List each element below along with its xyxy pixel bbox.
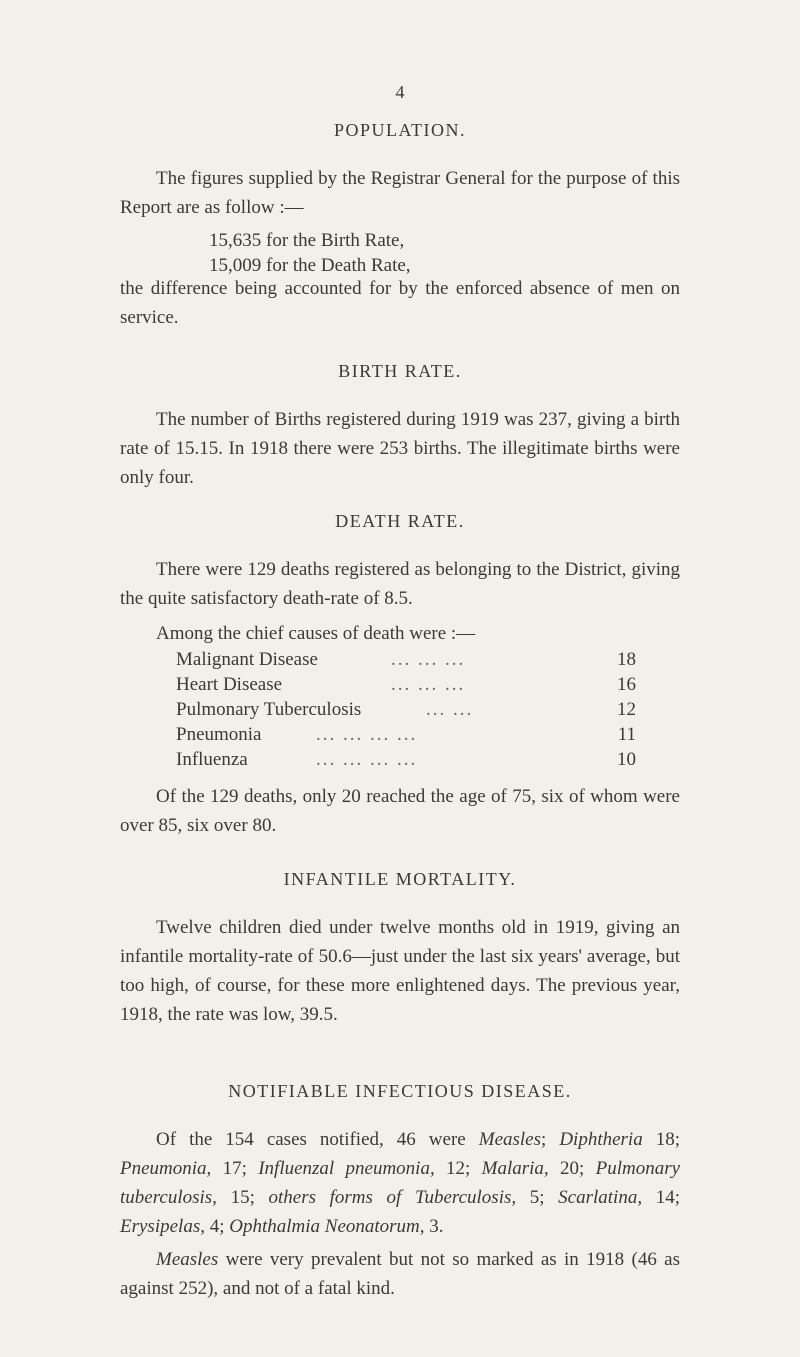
causes-list [176, 647, 636, 772]
causes-intro [120, 619, 680, 648]
notifiable-disease-paragraph [120, 1125, 680, 1241]
population-outro: the difference being accounted for by the enforced absence of men on service. [120, 278, 680, 328]
infantile-mortality-text: Twelve children died under twelve months old in 1919, giving an infantile mortality-rate of 50.6—just under the last six years' average, but too high, of course, for these more enlightened days. The previous year, 1918, the rate was low, 39.5. [120, 917, 680, 1025]
disease-other-tuberculosis: others forms of Tuberculosis, [268, 1187, 517, 1208]
age-note-paragraph [120, 782, 680, 840]
disease-ophthalmia-neonatorum: Ophthalmia Neonatorum, [229, 1216, 425, 1237]
nd-text: Of the 154 cases notified, 46 were [156, 1129, 479, 1150]
nd-text: 4; [204, 1216, 230, 1237]
nd-text: 15; [216, 1187, 269, 1208]
population-figures [209, 228, 411, 278]
population-intro [120, 164, 680, 222]
disease-erysipelas: Erysipelas, [120, 1216, 205, 1237]
cause-leader-dots: ... ... ... [391, 674, 466, 695]
disease-influenzal-pneumonia: Influenzal pneumonia, [258, 1158, 435, 1179]
age-note-text: Of the 129 deaths, only 20 reached the age of 75, six of whom were over 85, six over 80. [120, 786, 680, 836]
measles-note-text: were very prevalent but not so marked as in 1918 (46 as against 252), and not of a fatal kind. [120, 1249, 680, 1299]
cause-name: Influenza [176, 749, 248, 770]
nd-text: 18; [642, 1129, 681, 1150]
nd-text: ; [541, 1129, 560, 1150]
infantile-mortality-heading: INFANTILE MORTALITY. [283, 869, 517, 889]
nd-text: 12; [434, 1158, 482, 1179]
figure-death-rate: 15,009 for the Death Rate, [209, 255, 411, 276]
disease-measles: Measles [478, 1129, 542, 1150]
figure-birth-rate: 15,635 for the Birth Rate, [209, 230, 405, 251]
death-rate-heading: DEATH RATE. [335, 511, 465, 531]
cause-leader-dots: ... ... ... ... [316, 724, 418, 745]
cause-name: Heart Disease [176, 674, 283, 695]
nd-text: 14; [642, 1187, 681, 1208]
birth-rate-text: The number of Births registered during 1919 was 237, giving a birth rate of 15.15. In 1918 there were 253 births. The illegitimate births were only four. [120, 409, 680, 488]
disease-diphtheria: Diphtheria [559, 1129, 643, 1150]
cause-count: 16 [617, 674, 636, 695]
cause-row [176, 697, 636, 722]
cause-count: 18 [617, 649, 636, 670]
nd-text: 3. [424, 1216, 444, 1237]
cause-name: Malignant Disease [176, 649, 318, 670]
cause-count: 11 [617, 724, 636, 745]
notifiable-disease-heading: NOTIFIABLE INFECTIOUS DISEASE. [228, 1081, 572, 1101]
cause-leader-dots: ... ... [426, 699, 474, 720]
causes-intro-text: Among the chief causes of death were :— [156, 623, 476, 644]
cause-row [176, 722, 636, 747]
population-heading: POPULATION. [333, 120, 466, 140]
birth-rate-paragraph [120, 405, 680, 492]
cause-row [176, 647, 636, 672]
nd-text: 17; [211, 1158, 259, 1179]
cause-count: 12 [617, 699, 636, 720]
disease-scarlatina: Scarlatina, [558, 1187, 643, 1208]
cause-row [176, 672, 636, 697]
cause-leader-dots: ... ... ... [391, 649, 466, 670]
nd-text: 20; [548, 1158, 596, 1179]
cause-leader-dots: ... ... ... ... [316, 749, 418, 770]
measles-note-disease: Measles [156, 1249, 219, 1270]
cause-name: Pulmonary Tuberculosis [176, 699, 362, 720]
cause-name: Pneumonia [176, 724, 262, 745]
disease-malaria: Malaria, [481, 1158, 549, 1179]
nd-text: 5; [516, 1187, 559, 1208]
infantile-mortality-paragraph [120, 913, 680, 1029]
population-intro-text: The figures supplied by the Registrar General for the purpose of this Report are as follow :— [120, 168, 680, 218]
cause-count: 10 [617, 749, 636, 770]
disease-pneumonia: Pneumonia, [120, 1158, 212, 1179]
death-rate-paragraph [120, 555, 680, 613]
cause-row [176, 747, 636, 772]
measles-note-paragraph [120, 1245, 680, 1303]
disease-pulmonary-tuberculosis: Pulmonary tuberculosis, [120, 1158, 681, 1208]
page-number: 4 [395, 82, 405, 102]
death-rate-text: There were 129 deaths registered as belonging to the District, giving the quite satisfactory death-rate of 8.5. [120, 559, 680, 609]
birth-rate-heading: BIRTH RATE. [338, 361, 462, 381]
